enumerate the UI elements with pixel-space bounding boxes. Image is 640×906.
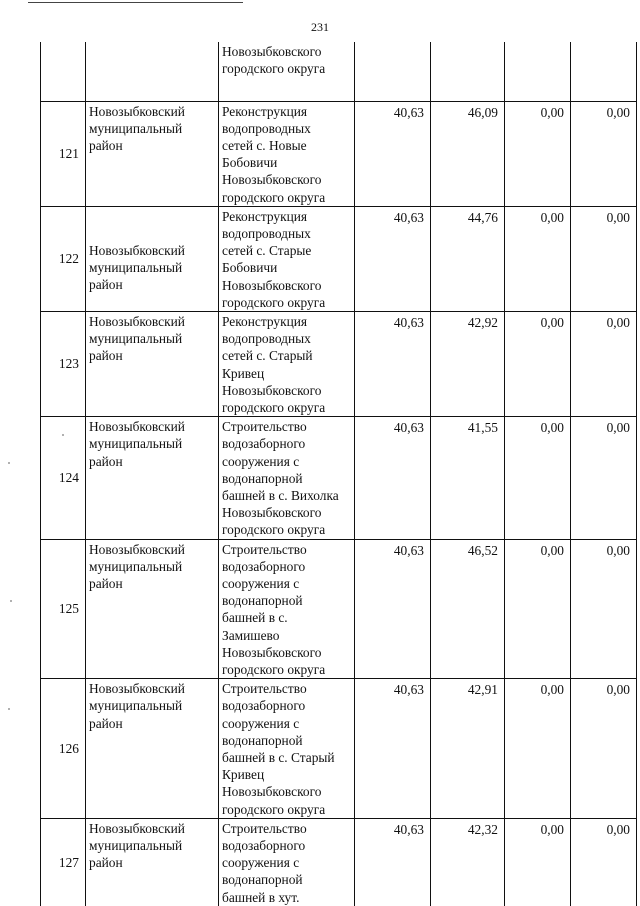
- district-name-text: Новозыбковский муниципальный район: [89, 419, 185, 469]
- value-1-text: 40,63: [393, 542, 424, 558]
- value-3: [505, 101, 571, 206]
- value-4-text: 0,00: [606, 542, 630, 558]
- value-2-text: 42,91: [467, 682, 498, 698]
- value-3-text: 0,00: [540, 821, 564, 837]
- top-rule: [28, 2, 243, 3]
- project-name: [219, 311, 355, 416]
- cell-value-2: [431, 42, 505, 101]
- row-number: [41, 818, 86, 906]
- value-3: [505, 818, 571, 906]
- value-4-text: 0,00: [606, 104, 630, 120]
- district-name: [86, 417, 219, 539]
- value-4: [571, 417, 637, 539]
- district-name-text: Новозыбковский муниципальный район: [89, 242, 185, 293]
- value-2: [431, 417, 505, 539]
- scan-speck: [62, 434, 64, 436]
- project-name-text: Реконструкция водопроводных сетей с. Старый Кривец Новозыбковского городского округа: [222, 313, 326, 415]
- table-row: [41, 417, 637, 539]
- value-1: [355, 539, 431, 679]
- cell-district: [86, 42, 219, 101]
- project-name: [219, 818, 355, 906]
- value-2-text: 46,52: [467, 542, 498, 558]
- row-number-text: 126: [58, 740, 79, 756]
- table-row: [41, 311, 637, 416]
- value-1: [355, 311, 431, 416]
- value-3: [505, 539, 571, 679]
- cell-value-4: [571, 42, 637, 101]
- district-name: [86, 818, 219, 906]
- cell-num: [41, 42, 86, 101]
- district-name-text: Новозыбковский муниципальный район: [89, 313, 185, 364]
- district-name-text: Новозыбковский муниципальный район: [89, 541, 185, 591]
- value-3-text: 0,00: [540, 420, 564, 436]
- project-name: [219, 101, 355, 206]
- value-3: [505, 311, 571, 416]
- value-2: [431, 206, 505, 311]
- value-4: [571, 818, 637, 906]
- cell-value-3: [505, 42, 571, 101]
- value-2-text: 42,92: [467, 314, 498, 330]
- table-row: [41, 101, 637, 206]
- value-2-text: 44,76: [467, 209, 498, 225]
- value-1: [355, 206, 431, 311]
- district-name-text: Новозыбковский муниципальный район: [89, 820, 185, 871]
- project-name: [219, 679, 355, 819]
- scan-speck: [8, 462, 10, 464]
- row-number-text: 122: [58, 251, 79, 267]
- district-name: [86, 679, 219, 819]
- row-number-text: 125: [58, 601, 79, 617]
- value-1: [355, 101, 431, 206]
- value-2-text: 42,32: [467, 821, 498, 837]
- value-4-text: 0,00: [606, 682, 630, 698]
- scan-speck: [10, 600, 12, 602]
- value-3-text: 0,00: [540, 542, 564, 558]
- row-number: [41, 539, 86, 679]
- row-number: [41, 679, 86, 819]
- cell-value-1: [355, 42, 431, 101]
- project-name: [219, 539, 355, 679]
- value-1-text: 40,63: [393, 420, 424, 436]
- district-name: [86, 206, 219, 311]
- value-4: [571, 311, 637, 416]
- table-row: [41, 206, 637, 311]
- project-name: [219, 206, 355, 311]
- value-3: [505, 206, 571, 311]
- value-4-text: 0,00: [606, 314, 630, 330]
- value-4: [571, 101, 637, 206]
- project-name-text: Строительство водозаборного сооружения с водонапорной башней в с. Старый Кривец Новозыбковского городского округа: [222, 681, 335, 817]
- row-number: [41, 206, 86, 311]
- value-1-text: 40,63: [393, 104, 424, 120]
- project-name-text: Строительство водозаборного сооружения с водонапорной башней в хут.: [222, 820, 307, 905]
- row-number: [41, 101, 86, 206]
- value-4: [571, 206, 637, 311]
- district-name: [86, 539, 219, 679]
- value-2-text: 46,09: [467, 104, 498, 120]
- district-name: [86, 311, 219, 416]
- page-number: 231: [311, 20, 329, 34]
- table-row: [41, 679, 637, 819]
- district-name-text: Новозыбковский муниципальный район: [89, 681, 185, 731]
- value-1-text: 40,63: [393, 682, 424, 698]
- value-4: [571, 539, 637, 679]
- row-number-text: 123: [58, 356, 79, 372]
- value-4-text: 0,00: [606, 821, 630, 837]
- project-text: Новозыбковского городского округа: [222, 44, 326, 77]
- table-row: [41, 818, 637, 906]
- value-2: [431, 539, 505, 679]
- row-number-text: 127: [58, 854, 79, 870]
- value-1: [355, 679, 431, 819]
- value-3-text: 0,00: [540, 314, 564, 330]
- value-1-text: 40,63: [393, 821, 424, 837]
- table-row-continuation: [41, 42, 637, 101]
- table-row: [41, 539, 637, 679]
- value-3: [505, 417, 571, 539]
- value-2: [431, 101, 505, 206]
- investment-table: [40, 42, 637, 906]
- value-1-text: 40,63: [393, 314, 424, 330]
- scan-speck: [8, 708, 10, 710]
- value-3-text: 0,00: [540, 104, 564, 120]
- value-3: [505, 679, 571, 819]
- project-name-text: Реконструкция водопроводных сетей с. Новые Бобовичи Новозыбковского городского округа: [222, 103, 326, 205]
- project-name: [219, 417, 355, 539]
- district-name: [86, 101, 219, 206]
- value-2: [431, 679, 505, 819]
- value-2: [431, 818, 505, 906]
- value-1: [355, 417, 431, 539]
- row-number-text: 124: [58, 470, 79, 486]
- value-3-text: 0,00: [540, 682, 564, 698]
- value-2: [431, 311, 505, 416]
- value-2-text: 41,55: [467, 420, 498, 436]
- value-4-text: 0,00: [606, 420, 630, 436]
- project-name-text: Строительство водозаборного сооружения с водонапорной башней в с. Замишево Новозыбковского городского округа: [222, 541, 326, 677]
- value-4: [571, 679, 637, 819]
- value-3-text: 0,00: [540, 209, 564, 225]
- row-number-text: 121: [58, 146, 79, 161]
- row-number: [41, 311, 86, 416]
- value-1: [355, 818, 431, 906]
- district-name-text: Новозыбковский муниципальный район: [89, 103, 185, 153]
- cell-project: [219, 42, 355, 101]
- value-1-text: 40,63: [393, 209, 424, 225]
- project-name-text: Строительство водозаборного сооружения с водонапорной башней в с. Вихолка Новозыбковского городского округа: [222, 419, 339, 538]
- project-name-text: Реконструкция водопроводных сетей с. Старые Бобовичи Новозыбковского городского округа: [222, 208, 326, 310]
- value-4-text: 0,00: [606, 209, 630, 225]
